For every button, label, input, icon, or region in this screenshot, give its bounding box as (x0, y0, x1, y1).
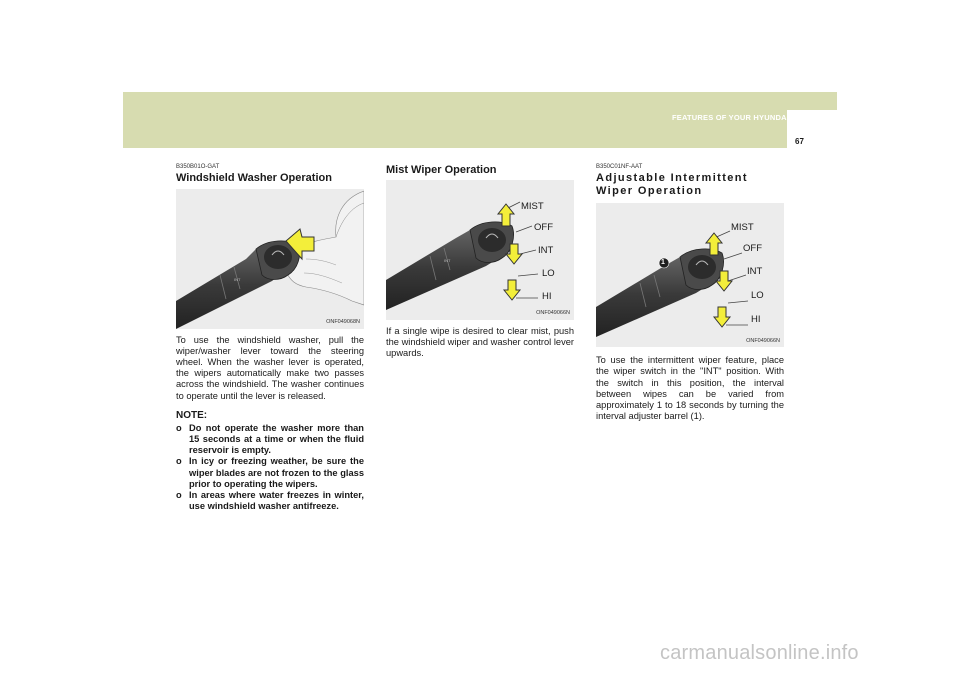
chapter-title: FEATURES OF YOUR HYUNDAI (671, 113, 789, 122)
note-title: NOTE: (176, 409, 208, 421)
section-title: Windshield Washer Operation (176, 172, 332, 184)
svg-text:INT: INT (444, 257, 451, 263)
body-text: If a single wipe is desired to clear mist, push the windshield wiper and washer control lever upwards. (386, 325, 574, 359)
svg-text:INT: INT (234, 276, 241, 282)
page-number: 67 (795, 137, 804, 146)
intermittent-figure (596, 203, 784, 347)
position-label-int: INT (538, 244, 554, 256)
intermittent-section (596, 164, 784, 423)
callout-number: 1 (661, 259, 665, 267)
mist-section (386, 164, 574, 359)
watermark[interactable]: carmanualsonline.info (660, 642, 859, 664)
section-code: B350C01NF-AAT (596, 164, 643, 170)
section-title: Mist Wiper Operation (386, 164, 497, 176)
mist-figure (386, 180, 574, 320)
note-list (176, 423, 364, 513)
chapter-number: 1 (796, 108, 808, 131)
list-item: o In icy or freezing weather, be sure the wiper blades are not frozen to the glass prior to operating the wipers. (176, 456, 364, 489)
lever-illustration (176, 189, 364, 329)
body-text: To use the windshield washer, pull the wiper/washer lever toward the steering wheel. When the washer lever is operated, the wipers automatically make two passes across the windshield. The washer continues to operate until the lever is released. (176, 334, 364, 401)
position-label-off: OFF (534, 221, 553, 233)
position-label-off: OFF (743, 243, 762, 255)
figure-caption: ONF049066N (536, 310, 570, 317)
position-label-lo: LO (542, 267, 555, 279)
position-label-int: INT (747, 266, 763, 278)
washer-section (176, 164, 364, 512)
figure-caption: ONF049066N (746, 337, 780, 344)
section-code: B350B01O-GAT (176, 164, 220, 170)
position-label-lo: LO (751, 290, 764, 302)
body-text: To use the intermittent wiper feature, place the wiper switch in the "INT" position. With the switch in this position, the interval between wipes can be varied from approximately 1 to 18 seconds by turning the interval adjuster barrel (1). (596, 355, 784, 422)
position-label-hi: HI (751, 314, 761, 326)
position-label-mist: MIST (731, 222, 754, 234)
washer-figure (176, 189, 364, 329)
section-title: Adjustable Intermittent Wiper Operation (596, 172, 748, 197)
list-item: o In areas where water freezes in winter, use windshield washer antifreeze. (176, 490, 364, 512)
position-label-hi: HI (542, 290, 552, 302)
list-item: o Do not operate the washer more than 15 seconds at a time or when the fluid reservoir is empty. (176, 422, 364, 456)
figure-caption: ONF049068N (326, 319, 360, 326)
position-label-mist: MIST (521, 200, 544, 212)
